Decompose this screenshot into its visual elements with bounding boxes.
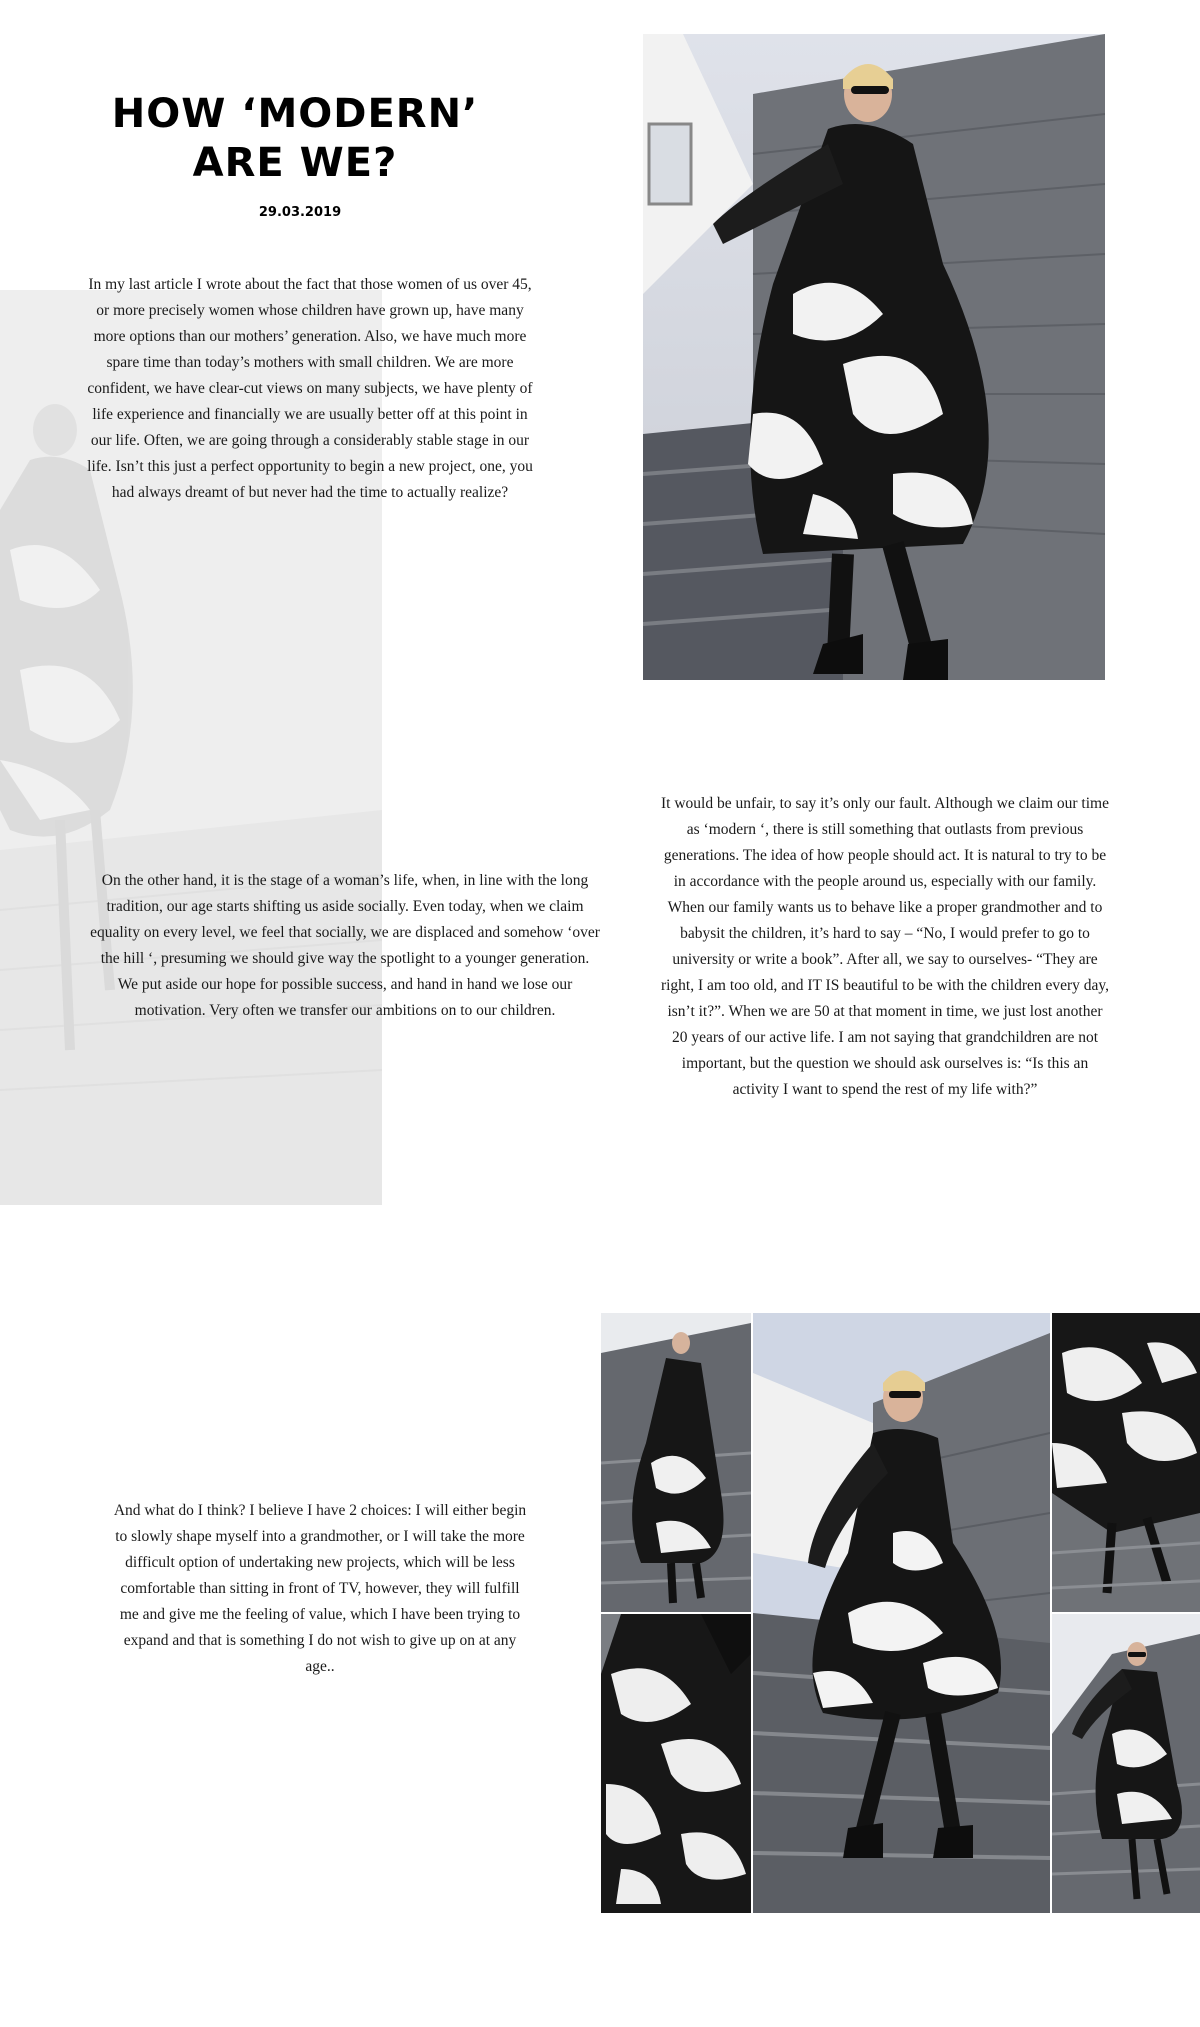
gallery-photo-4 bbox=[1052, 1614, 1200, 1913]
paragraph-intro: In my last article I wrote about the fact that those women of us over 45, or more precisely women whose children have grown up, have many more options than our mothers’ generation. Also, we have much more spare time than today’s mothers with small children. We are more confident, we have clear-cut views on many subjects, we have plenty of life experience and financially we are usually better off at this point in our life. Often, we are going through a considerably stable stage in our life. Isn’t this just a perfect opportunity to begin a new project, one, you had always dreamt of but never had the time to actually realize? bbox=[87, 276, 533, 501]
paragraph-social-shift: On the other hand, it is the stage of a woman’s life, when, in line with the long tradition, our age starts shifting us aside socially. Even today, when we claim equality on every level, we feel that socially, we are displaced and somehow ‘over the hill ‘, presuming we should give way the spotlight to a younger generation. We put aside our hope for possible success, and hand in hand we lose our motivation. Very often we transfer our ambitions on to our children. bbox=[90, 872, 600, 1019]
paragraph-family-expectations: It would be unfair, to say it’s only our fault. Although we claim our time as ‘modern ‘, there is still something that outlasts from previous generations. The idea of how people should act. It is natural to try to be in accordance with the people around us, especially with our family. When our family wants us to behave like a proper grandmother and to babysit the children, it’s hard to say – “No, I would prefer to go to university or write a book”. After all, we say to ourselves- “They are right, I am too old, and IT IS beautiful to be with the children every day, isn’t it?”. When we are 50 at that moment in time, we just lost another 20 years of our active life. I am not saying that grandchildren are not important, but the question we should ask ourselves is: “Is this an activity I want to spend the rest of my life with?” bbox=[660, 795, 1110, 1098]
gallery-photo-3 bbox=[1052, 1313, 1200, 1612]
gallery-photo-1 bbox=[601, 1313, 751, 1612]
article-date: 29.03.2019 bbox=[258, 205, 342, 220]
paragraph-conclusion: And what do I think? I believe I have 2 choices: I will either begin to slowly shape myself into a grandmother, or I will take the more difficult option of undertaking new projects, which will be less comfortable than sitting in front of TV, however, they will fulfill me and give me the feeling of value, which I have been trying to expand and that is something I do not wish to give up on at any age.. bbox=[113, 1502, 527, 1675]
article-title: HOW ‘MODERN’ ARE WE? bbox=[111, 91, 479, 186]
gallery-photo-2 bbox=[601, 1614, 751, 1913]
hero-photo-woman-on-stairs bbox=[643, 34, 1105, 680]
gallery-photo-large bbox=[753, 1313, 1050, 1913]
